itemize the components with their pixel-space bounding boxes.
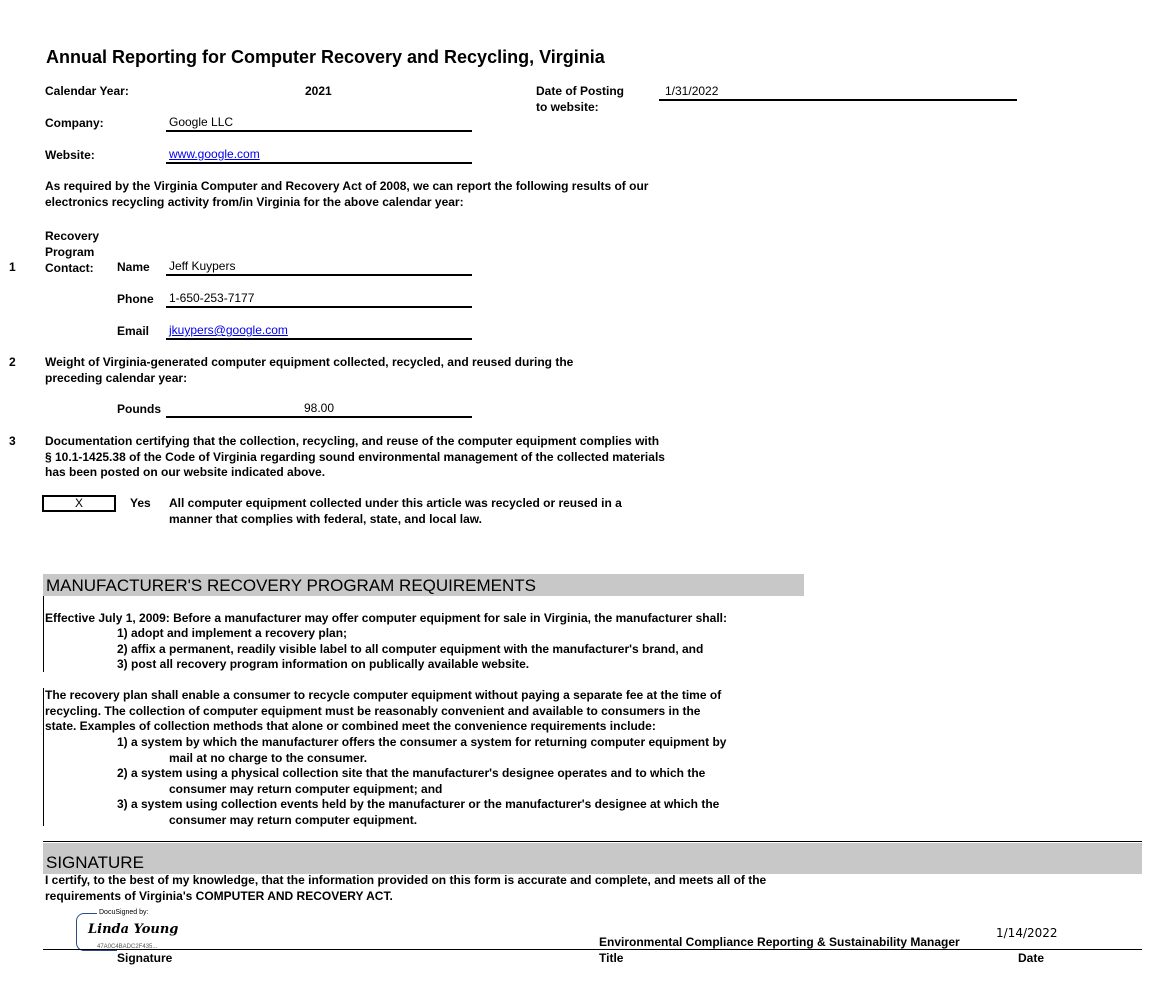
calendar-year-label: Calendar Year: — [45, 84, 129, 98]
recovery-plan-text — [45, 688, 721, 735]
certification-line1: I certify, to the best of my knowledge, that the information provided on this form is accurate and complete, and meets all of the — [45, 873, 767, 887]
pounds-value: 98.00 — [303, 401, 335, 415]
intro-text — [45, 179, 648, 210]
item-1-number: 1 — [9, 260, 16, 274]
requirements-heading: MANUFACTURER'S RECOVERY PROGRAM REQUIREMENTS — [43, 574, 804, 596]
collection-method-line: consumer may return computer equipment. — [169, 812, 418, 827]
contact-name-field[interactable] — [166, 259, 472, 276]
yes-label: Yes — [130, 496, 151, 510]
requirements-vertical-rule-1 — [43, 596, 44, 672]
contact-name-value: Jeff Kuypers — [169, 259, 236, 273]
obligation-item: 3) post all recovery program information on publically available website. — [117, 657, 530, 671]
contact-name-label: Name — [117, 260, 150, 274]
requirements-vertical-rule-2 — [43, 688, 44, 826]
website-field[interactable] — [166, 147, 472, 164]
contact-phone-label: Phone — [117, 292, 154, 306]
manufacturer-obligations-list — [117, 626, 703, 673]
documentation-line3: has been posted on our website indicated above. — [45, 465, 326, 479]
item-2-number: 2 — [9, 355, 16, 369]
collection-method-line: 2) a system using a physical collection site that the manufacturer's designee operates and to which the — [117, 766, 706, 780]
signature-heading: SIGNATURE — [43, 843, 1142, 874]
compliance-statement-line2: manner that complies with federal, state, and local law. — [169, 511, 482, 526]
collection-method-line: mail at no charge to the consumer. — [169, 750, 368, 765]
obligation-item: 2) affix a permanent, readily visible label to all computer equipment with the manufacturer's brand, and — [117, 641, 704, 656]
docusigned-by-label: DocuSigned by: — [99, 909, 149, 916]
website-label: Website: — [45, 148, 95, 162]
company-field[interactable] — [166, 115, 472, 132]
page-title: Annual Reporting for Computer Recovery and Recycling, Virginia — [46, 47, 605, 67]
recovery-contact-label-line3: Contact: — [45, 261, 94, 275]
website-link[interactable]: www.google.com — [169, 147, 260, 161]
signature-line — [43, 949, 1142, 950]
recovery-contact-label-line2: Program — [45, 245, 95, 259]
recovery-contact-label — [45, 228, 99, 276]
effective-text: Effective July 1, 2009: Before a manufacturer may offer computer equipment for sale in Virginia, the manufacturer shall: — [45, 611, 727, 625]
recovery-plan-line2: recycling. The collection of computer equipment must be reasonably convenient and available to consumers in the — [45, 703, 701, 718]
company-value: Google LLC — [169, 115, 234, 129]
certification-line2: requirements of Virginia's COMPUTER AND RECOVERY ACT. — [45, 888, 393, 903]
intro-line-1: As required by the Virginia Computer and Recovery Act of 2008, we can report the following results of our — [45, 179, 649, 193]
contact-email-label: Email — [117, 324, 150, 338]
date-value: 1/14/2022 — [996, 926, 1058, 940]
weight-question-line1: Weight of Virginia-generated computer equipment collected, recycled, and reused during the — [45, 355, 574, 369]
title-label: Title — [599, 951, 624, 965]
compliance-statement-line1: All computer equipment collected under this article was recycled or reused in a — [169, 496, 622, 510]
collection-method-line: consumer may return computer equipment; and — [169, 781, 443, 796]
documentation-statement — [45, 434, 665, 481]
weight-question — [45, 355, 573, 386]
company-label: Company: — [45, 116, 104, 130]
collection-method-item — [117, 735, 726, 766]
contact-email-field[interactable] — [166, 323, 472, 340]
checkbox-mark: X — [74, 496, 83, 510]
documentation-line1: Documentation certifying that the collection, recycling, and reuse of the computer equipment complies with — [45, 434, 660, 448]
recovery-contact-label-line1: Recovery — [45, 229, 100, 243]
recovery-plan-line1: The recovery plan shall enable a consumer to recycle computer equipment without paying a separate fee at the time of — [45, 688, 722, 702]
intro-line-2: electronics recycling activity from/in Virginia for the above calendar year: — [45, 194, 464, 209]
signature-label: Signature — [117, 951, 173, 965]
posting-date-field[interactable] — [659, 84, 1017, 101]
pounds-label: Pounds — [117, 402, 161, 416]
collection-methods-list — [117, 735, 726, 828]
posting-date-label — [536, 84, 624, 115]
signature-top-rule — [43, 841, 1142, 842]
recovery-plan-line3: state. Examples of collection methods that alone or combined meet the convenience requirements include: — [45, 719, 656, 733]
certification-text — [45, 873, 766, 904]
pounds-field[interactable] — [166, 401, 472, 418]
contact-phone-value: 1-650-253-7177 — [169, 291, 255, 305]
collection-method-line: 1) a system by which the manufacturer offers the consumer a system for returning computer equipment by — [117, 735, 727, 749]
item-3-number: 3 — [9, 434, 16, 448]
signer-signature[interactable]: Linda Young — [88, 922, 179, 937]
posting-date-label-line1: Date of Posting — [536, 84, 625, 98]
obligation-item: 1) adopt and implement a recovery plan; — [117, 626, 348, 640]
date-label: Date — [1018, 951, 1045, 965]
compliance-statement — [169, 496, 622, 527]
posting-date-label-line2: to website: — [536, 99, 599, 114]
title-value: Environmental Compliance Reporting & Sustainability Manager — [599, 935, 960, 949]
weight-question-line2: preceding calendar year: — [45, 370, 188, 385]
docusign-envelope-id: 47A0C4BADC2F435... — [97, 944, 158, 950]
collection-method-item — [117, 797, 726, 828]
documentation-line2: § 10.1-1425.38 of the Code of Virginia regarding sound environmental management of the collected materials — [45, 449, 665, 464]
collection-method-item — [117, 766, 726, 797]
contact-phone-field[interactable] — [166, 291, 472, 308]
compliance-checkbox[interactable] — [42, 495, 116, 512]
posting-date-value: 1/31/2022 — [665, 84, 719, 98]
contact-email-link[interactable]: jkuypers@google.com — [169, 323, 288, 337]
collection-method-line: 3) a system using collection events held by the manufacturer or the manufacturer's designee at which the — [117, 797, 720, 811]
calendar-year-value: 2021 — [305, 84, 332, 98]
